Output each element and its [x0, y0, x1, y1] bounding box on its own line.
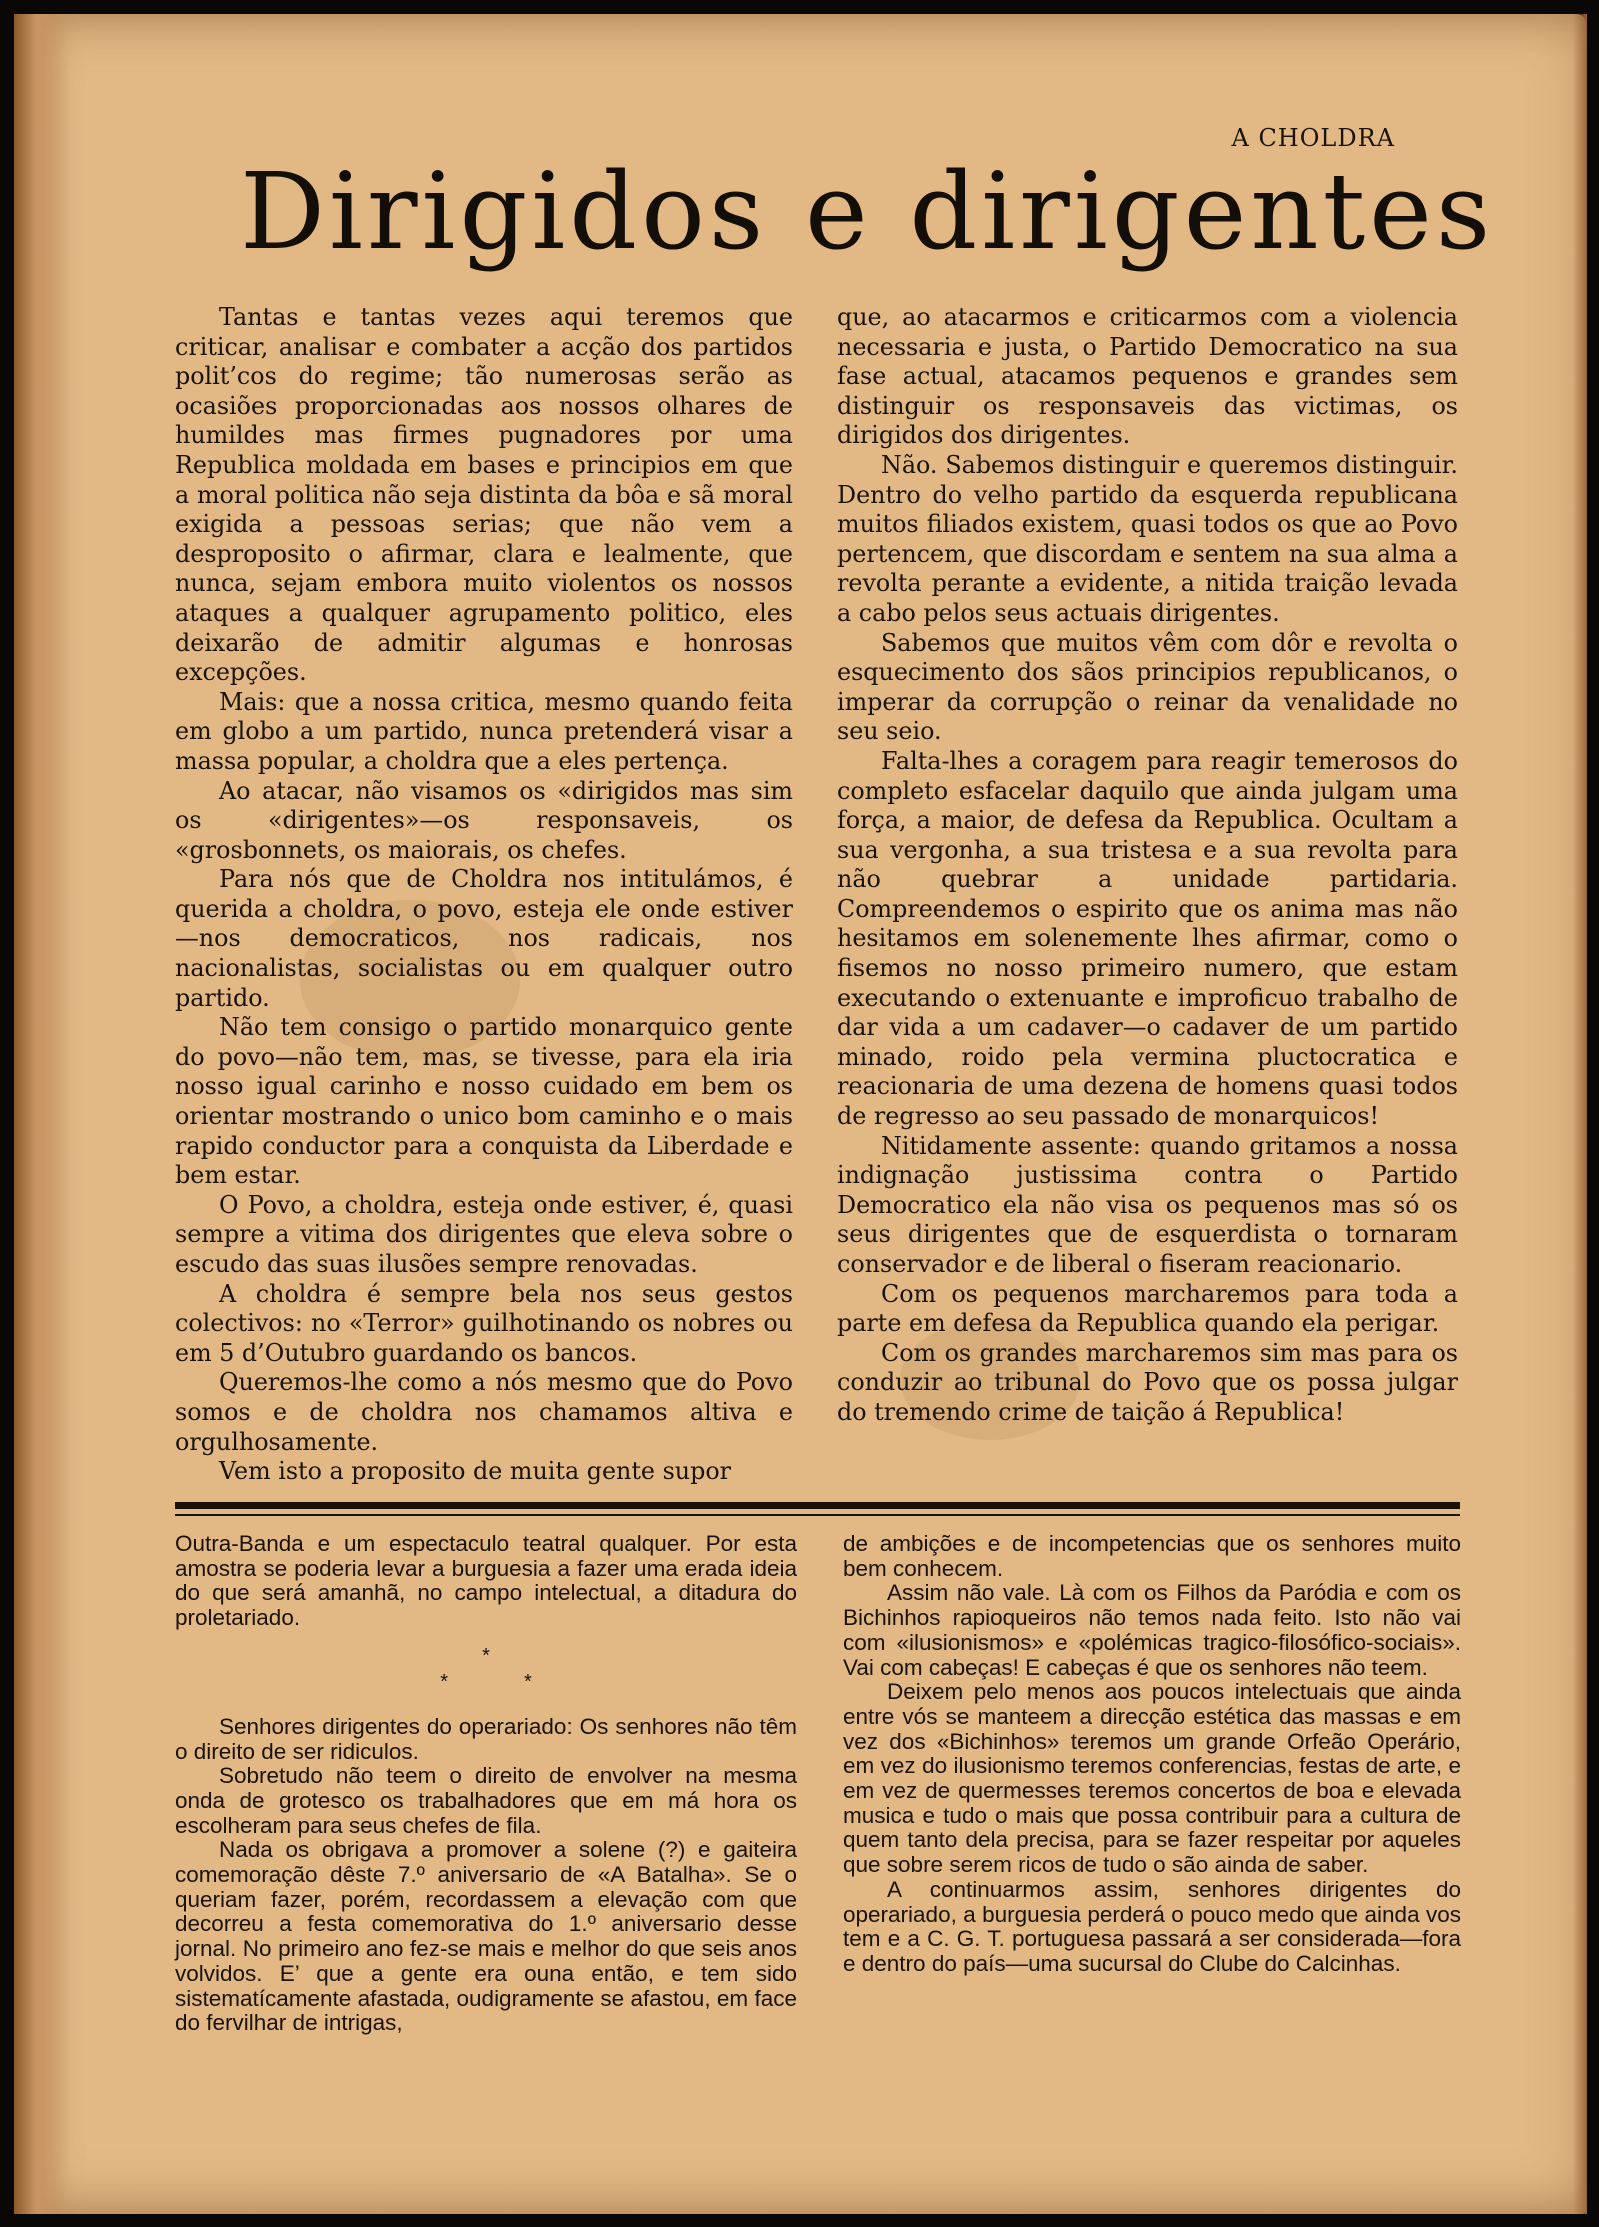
star: *: [524, 1670, 532, 1693]
paragraph: que, ao atacarmos e criticarmos com a violencia necessaria e justa, o Partido Democratico na sua fase actual, atacamos pequenos e grandes sem distinguir os responsaveis das victimas, os dirigidos dos dirigentes.: [837, 303, 1458, 450]
star: *: [440, 1670, 448, 1693]
paragraph: Ao atacar, não visamos os «dirigidos mas sim os «dirigentes»—os responsaveis, os «grosbonnets, os maiorais, os chefes.: [175, 776, 793, 864]
paragraph: Com os pequenos marcharemos para toda a parte em defesa da Republica quando ela perigar.: [837, 1279, 1458, 1338]
paragraph: Vem isto a proposito de muita gente supor: [219, 1457, 732, 1486]
paragraph: Não. Sabemos distinguir e queremos distinguir. Dentro do velho partido da esquerda republicana muitos filiados existem, quasi todos os que ao Povo pertencem, que discordam e sentem na sua alma a revolta perante a evidente, a nitida traição levada a cabo pelos seus actuais dirigentes.: [837, 450, 1458, 627]
star: *: [482, 1644, 490, 1667]
paragraph: Nada os obrigava a promover a solene (?) e gaiteira comemoração dêste 7.º aniversario de «A Batalha». Se o queriam fazer, porém, recordassem a elevação com que decorreu a festa comemorativa do 1.º aniversario desse jornal. No primeiro ano fez-se mais e melhor do que seis anos volvidos. E’ que a gente era ouna então, e tem sido sistematícamente afastada, oudigramente se afastou, em face do fervilhar de intrigas,: [175, 1837, 797, 2036]
paragraph: Com os grandes marcharemos sim mas para os conduzir ao tribunal do Povo que os possa julgar do tremendo crime de taição á Republica!: [837, 1338, 1458, 1426]
paragraph: Sobretudo não teem o direito de envolver na mesma onda de grotesco os trabalhadores que em má hora os escolheram para seus chefes de fila.: [175, 1763, 797, 1838]
paragraph: Assim não vale. Là com os Filhos da Paródia e com os Bichinhos rapioqueiros não temos nada feito. Isto não vai com «ilusionismos» e «polémicas tragico-filosófico-sociais». Vai com cabeças! E cabeças é que os senhores não teem.: [843, 1580, 1461, 1680]
section-separator-stars: [175, 1643, 797, 1695]
paragraph: Não tem consigo o partido monarquico gente do povo—não tem, mas, se tivesse, para ela iria nosso igual carinho e nosso cuidado em bem os orientar mostrando o unico bom caminho e o mais rapido conductor para a conquista da Liberdade e bem estar.: [175, 1013, 793, 1190]
paragraph: A choldra é sempre bela nos seus gestos colectivos: no «Terror» guilhotinando os nobres ou em 5 d’Outubro guardando os bancos.: [175, 1279, 793, 1367]
paragraph: Sabemos que muitos vêm com dôr e revolta o esquecimento dos sãos principios republicanos, o imperar da corrupção o reinar da venalidade no seu seio.: [837, 628, 1458, 746]
article-column-4: [843, 1532, 1461, 1977]
article-title: Dirigidos e dirigentes: [240, 150, 1495, 273]
paragraph: Para nós que de Choldra nos intitulámos, é querida a choldra, o povo, esteja ele onde estiver —nos democraticos, nos radicais, nos nacionalistas, socialistas ou em qualquer outro partido.: [175, 865, 793, 1012]
paragraph: Queremos-lhe como a nós mesmo que do Povo somos e de choldra nos chamamos altiva e orgulhosamente.: [175, 1368, 793, 1456]
section-divider-thick: [175, 1502, 1460, 1509]
paragraph: Deixem pelo menos aos poucos intelectuais que ainda entre vós se manteem a direcção estética das massas e em vez dos «Bichinhos» teremos um grande Orfeão Operário, em vez do ilusionismo teremos conferencias, festas de arte, e em vez de quermesses teremos concertos de boa e elevada musica e tudo o mais que possa contribuir para a cultura de quem tanto dela precisa, para se fazer respeitar por aqueles que sobre serem ricos de tudo o são ainda de saber.: [843, 1679, 1461, 1878]
paragraph: Outra-Banda e um espectaculo teatral qualquer. Por esta amostra se poderia levar a burguesia a fazer uma erada ideia do que será amanhã, no campo intelectual, a ditadura do proletariado.: [175, 1531, 797, 1631]
publication-header: A CHOLDRA: [1231, 124, 1395, 152]
section-divider-thin: [175, 1514, 1460, 1516]
page-spine: [14, 14, 70, 2214]
paragraph: Nitidamente assente: quando gritamos a nossa indignação justissima contra o Partido Democratico ela não visa os pequenos mas só os seus dirigentes que de esquerdista o tornaram conservador e de liberal o fiseram reacionario.: [837, 1131, 1458, 1278]
paragraph: de ambições e de incompetencias que os senhores muito bem conhecem.: [843, 1531, 1461, 1581]
paragraph: Senhores dirigentes do operariado: Os senhores não têm o direito de ser ridiculos.: [175, 1713, 797, 1764]
article-column-3: [175, 1532, 797, 2036]
article-column-1: [175, 303, 793, 1487]
page-edge: [1573, 14, 1587, 2214]
paragraph: A continuarmos assim, senhores dirigentes do operariado, a burguesia perderá o pouco medo que ainda vos tem e a C. G. T. portuguesa passará a ser considerada—fora e dentro do país—uma sucursal do Clube do Calcinhas.: [843, 1876, 1461, 1976]
article-column-2: [837, 303, 1458, 1428]
paragraph: Mais: que a nossa critica, mesmo quando feita em globo a um partido, nunca pretenderá visar a massa popular, a choldra que a eles pertença.: [175, 687, 793, 775]
paragraph: Tantas e tantas vezes aqui teremos que criticar, analisar e combater a acção dos partidos polit’cos do regime; tão numerosas serão as ocasiões proporcionadas aos nossos olhares de humildes mas firmes pugnadores por uma Republica moldada em bases e principios em que a moral politica não seja distinta da bôa e sã moral exigida a pessoas serias; que não vem a desproposito o afirmar, clara e lealmente, que nunca, sejam embora muito violentos os nossos ataques a qualquer agrupamento politico, eles deixarão de admitir algumas e honrosas excepções.: [175, 303, 793, 687]
paragraph: O Povo, a choldra, esteja onde estiver, é, quasi sempre a vitima dos dirigentes que eleva sobre o escudo das suas ilusões sempre renovadas.: [175, 1190, 793, 1278]
paragraph: Falta-lhes a coragem para reagir temerosos do completo esfacelar daquilo que ainda julgam uma força, a maior, de defesa da Republica. Ocultam a sua vergonha, a sua tristesa e a sua revolta para não quebrar a unidade partidaria. Compreendemos o espirito que os anima mas não hesitamos em solenemente lhes afirmar, como o fisemos no nosso primeiro numero, que estam executando o extenuante e improficuo trabalho de dar vida a um cadaver—o cadaver de um partido minado, roido pela vermina pluctocratica e reacionaria de uma dezena de homens quasi todos de regresso ao seu passado de monarquicos!: [837, 746, 1458, 1131]
